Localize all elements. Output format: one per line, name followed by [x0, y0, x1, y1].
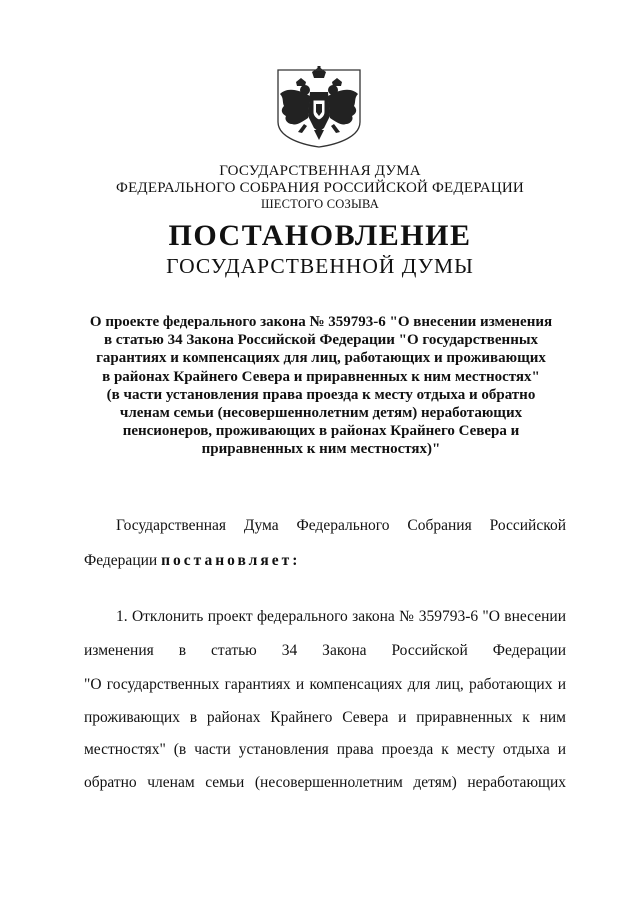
item1-line: проживающих в районах Крайнего Севера и приравненных к ним: [84, 709, 566, 726]
document-body: [84, 0, 566, 905]
subject-line: гарантиях и компенсациях для лиц, работающих и проживающих: [96, 350, 546, 367]
organization-name-line2: ФЕДЕРАЛЬНОГО СОБРАНИЯ РОССИЙСКОЙ ФЕДЕРАЦИИ: [116, 180, 524, 196]
preamble-line1: Государственная Дума Федерального Собрания Российской: [116, 517, 566, 534]
subject-line: (в части установления права проезда к месту отдыха и обратно: [106, 386, 536, 403]
preamble-line2: [84, 552, 566, 570]
item1-line: обратно членам семьи (несовершеннолетним детям) неработающих: [84, 774, 566, 791]
item1-line: местностях" (в части установления права проезда к месту отдыха и: [84, 741, 566, 758]
subject-line: О проекте федерального закона № 359793-6 "О внесении изменения: [89, 314, 553, 330]
subject-line: пенсионеров, проживающих в районах Крайнего Севера и: [122, 423, 520, 440]
subject-line: в районах Крайнего Севера и приравненных к ним местностях": [102, 368, 540, 385]
convocation-line: ШЕСТОГО СОЗЫВА: [260, 197, 380, 211]
resolution-verb: постановляет:: [161, 552, 301, 569]
preamble-line2-prefix: Федерации: [84, 552, 162, 569]
subject-line: приравненных к ним местностях)": [201, 441, 441, 458]
organization-name-line1: ГОСУДАРСТВЕННАЯ ДУМА: [219, 163, 421, 179]
item1-line: 1. Отклонить проект федерального закона № 359793-6 "О внесении: [116, 608, 566, 625]
item1-line: "О государственных гарантиях и компенсациях для лиц, работающих и: [84, 676, 566, 693]
document-title: ПОСТАНОВЛЕНИЕ: [168, 219, 472, 252]
document-subtitle: ГОСУДАРСТВЕННОЙ ДУМЫ: [166, 254, 474, 278]
subject-line: членам семьи (несовершеннолетним детям) неработающих: [119, 405, 523, 422]
item1-line: изменения в статью 34 Закона Российской Федерации: [84, 642, 566, 659]
subject-line: в статью 34 Закона Российской Федерации "О государственных: [103, 332, 539, 349]
